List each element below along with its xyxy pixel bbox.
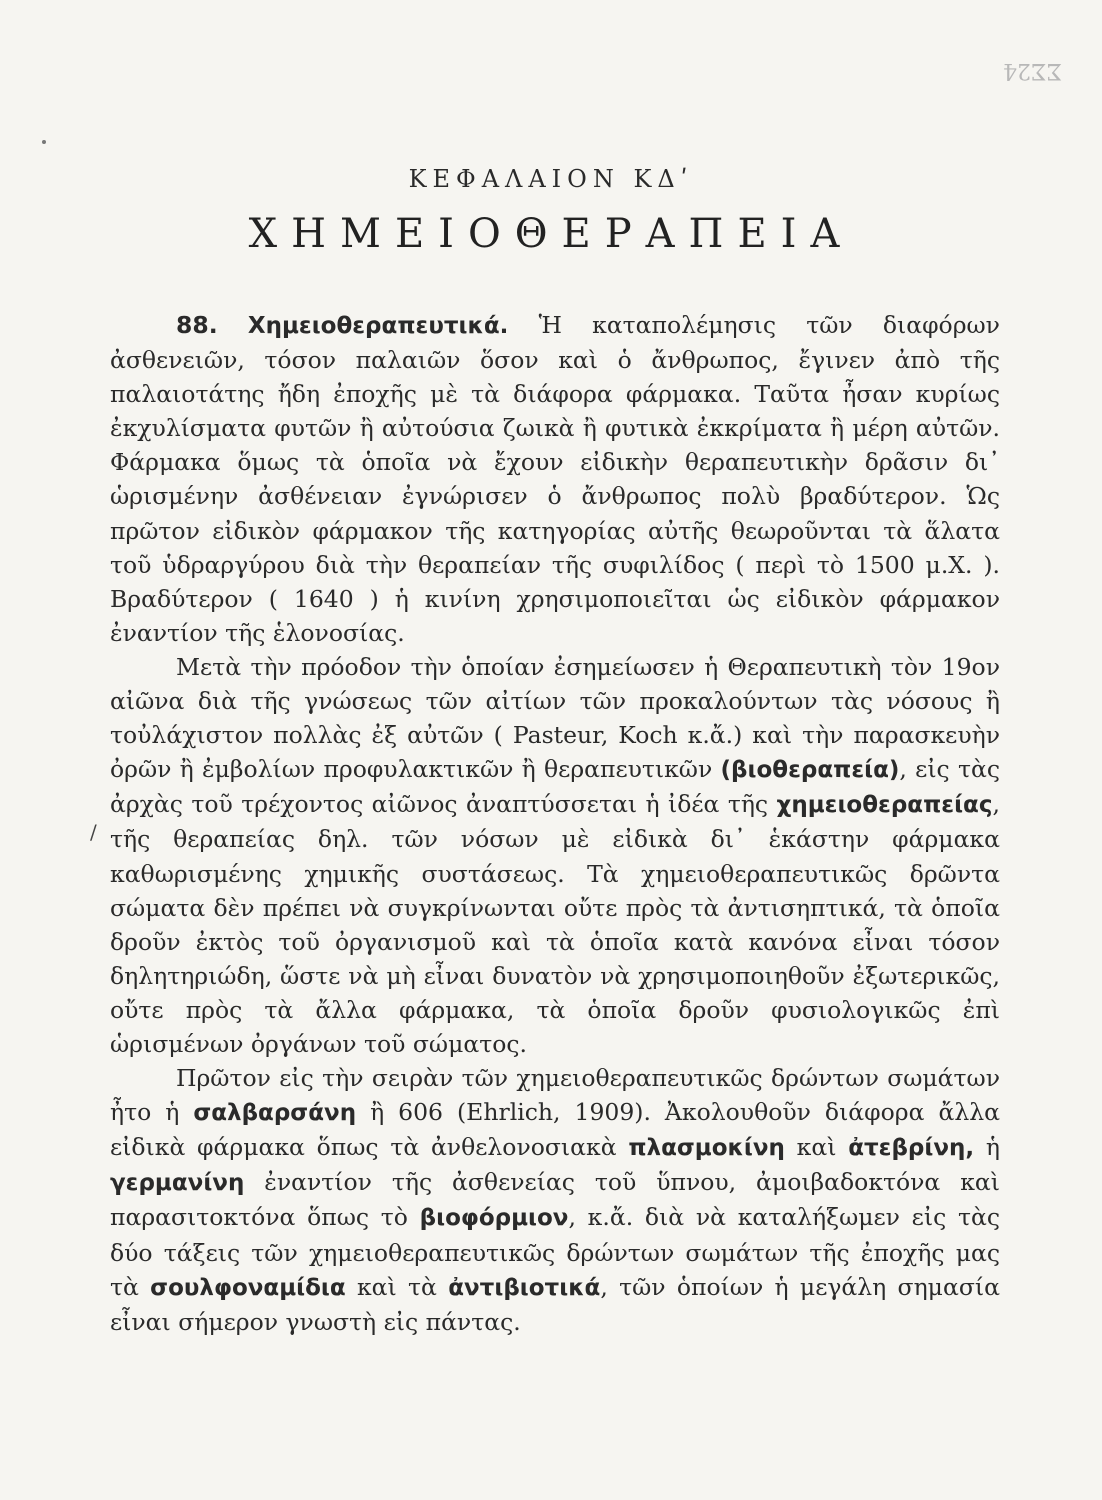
text-run: καὶ τὰ: [356, 1272, 437, 1301]
paragraph-number: 88.: [176, 311, 218, 339]
text-run: Μετὰ τὴν πρόοδον τὴν ὁποίαν ἐσημείωσεν ἡ Θεραπευτικὴ τὸν 19ον αἰῶνα διὰ τῆς γνώσεως τῶν αἰτίων τῶν προκαλούντων τὰς νόσους ἢ τοὐλάχιστον πολλὰς ἐξ αὐτῶν ( Pasteur, Koch κ.ἄ.) καὶ τὴν παρασκευὴν ὀρῶν ἢ ἐμβολίων προφυλακτικῶν ἢ θεραπευτικῶν: [110, 652, 1000, 784]
text-run: , κ.ἄ. διὰ νὰ καταλήξωμεν εἰς τὰς δύο τάξεις τῶν χημειοθεραπευτικῶς δρώντων σωμάτων τῆς ἐποχῆς μας τὰ: [110, 1203, 1000, 1301]
bold-term: βιοφόρμιον: [419, 1205, 569, 1232]
paragraph-chemotherapy-history: [110, 650, 1000, 1061]
paragraph-heading: Χημειοθεραπευτικά.: [247, 313, 509, 339]
text-run: , εἰς τὰς ἀρχὰς τοῦ τρέχοντος αἰῶνος ἀναπτύσσεται ἡ ἰδέα τῆς: [110, 755, 1000, 819]
paragraph-first-agents: [110, 1061, 1000, 1339]
chapter-header: [0, 165, 1102, 257]
chapter-label: ΚΕΦΑΛΑΙΟΝ ΚΔʹ: [408, 165, 694, 193]
text-run: Πρῶτον εἰς τὴν σειρὰν τῶν χημειοθεραπευτικῶς δρώντων σωμάτων ἦτο ἡ: [110, 1064, 1000, 1127]
scan-speck: [42, 140, 46, 144]
text-run: καὶ: [796, 1133, 837, 1162]
bold-term: γερμανίνη: [110, 1170, 245, 1197]
page-title: ΧΗΜΕΙΟΘΕΡΑΠΕΙΑ: [248, 211, 854, 257]
text-run: ἡ: [985, 1133, 1000, 1162]
bold-term: πλασμοκίνη: [628, 1135, 785, 1162]
bold-term: χημειοθεραπείας: [776, 792, 993, 819]
body-text: [110, 308, 1000, 1339]
text-run: , τῶν ὁποίων ἡ μεγάλη σημασία εἶναι σήμερον γνωστὴ εἰς πάντας.: [110, 1272, 1000, 1336]
bold-term: (βιοθεραπεία): [720, 757, 900, 784]
paragraph-88: [110, 308, 1000, 650]
bold-term: ἀτεβρίνη,: [848, 1135, 975, 1162]
page-number: ΣΣ24: [1002, 58, 1062, 83]
paragraph-body: Ἡ καταπολέμησις τῶν διαφόρων ἀσθενειῶν, τόσον παλαιῶν ὅσον καὶ ὁ ἄνθρωπος, ἔγινεν ἀπὸ τῆς παλαιοτάτης ἤδη ἐποχῆς μὲ τὰ διάφορα φάρμακα. Ταῦτα ἦσαν κυρίως ἐκχυλίσματα φυτῶν ἢ αὐτούσια ζωικὰ ἢ φυτικὰ ἐκκρίματα ἢ μέρη αὐτῶν. Φάρμακα ὅμως τὰ ὁποῖα νὰ ἔχουν εἰδικὴν θεραπευτικὴν δρᾶσιν δι᾽ ὡρισμένην ἀσθένειαν ἐγνώρισεν ὁ ἄνθρωπος πολὺ βραδύτερον. Ὡς πρῶτον εἰδικὸν φάρμακον τῆς κατηγορίας αὐτῆς θεωροῦνται τὰ ἅλατα τοῦ ὑδραργύρου διὰ τὴν θεραπείαν τῆς συφιλίδος ( περὶ τὸ 1500 μ.Χ. ). Βραδύτερον ( 1640 ) ἡ κινίνη χρησιμοποιεῖται ὡς εἰδικὸν φάρμακον ἐναντίον τῆς ἑλονοσίας.: [110, 311, 1000, 647]
bold-term: σαλβαρσάνη: [193, 1100, 357, 1127]
margin-mark: /: [90, 820, 97, 844]
bold-term: σουλφοναμίδια: [150, 1274, 346, 1301]
text-run: , τῆς θεραπείας δηλ. τῶν νόσων μὲ εἰδικὰ δι᾽ ἑκάστην φάρμακα καθωρισμένης χημικῆς συστάσεως. Τὰ χημειοθεραπευτικῶς δρῶντα σώματα δὲν πρέπει νὰ συγκρίνωνται οὔτε πρὸς τὰ ἀντισηπτικά, τὰ ὁποῖα δροῦν ἐκτὸς τοῦ ὀργανισμοῦ καὶ τὰ ὁποῖα κατὰ κανόνα εἶναι τόσον δηλητηριώδη, ὥστε νὰ μὴ εἶναι δυνατὸν νὰ χρησιμοποιηθοῦν ἐξωτερικῶς, οὔτε πρὸς τὰ ἄλλα φάρμακα, τὰ ὁποῖα δροῦν φυσιολογικῶς ἐπὶ ὡρισμένων ὀργάνων τοῦ σώματος.: [110, 790, 1000, 1058]
bold-term: ἀντιβιοτικά: [448, 1274, 601, 1301]
text-run: ἐναντίον τῆς ἀσθενείας τοῦ ὕπνου, ἀμοιβαδοκτόνα καὶ παρασιτοκτόνα ὅπως τὸ: [110, 1168, 1000, 1232]
text-run: ἢ 606 (Ehrlich, 1909). Ἀκολουθοῦν διάφορα ἄλλα εἰδικὰ φάρμακα ὅπως τὰ ἀνθελονοσιακὰ: [110, 1098, 1000, 1162]
